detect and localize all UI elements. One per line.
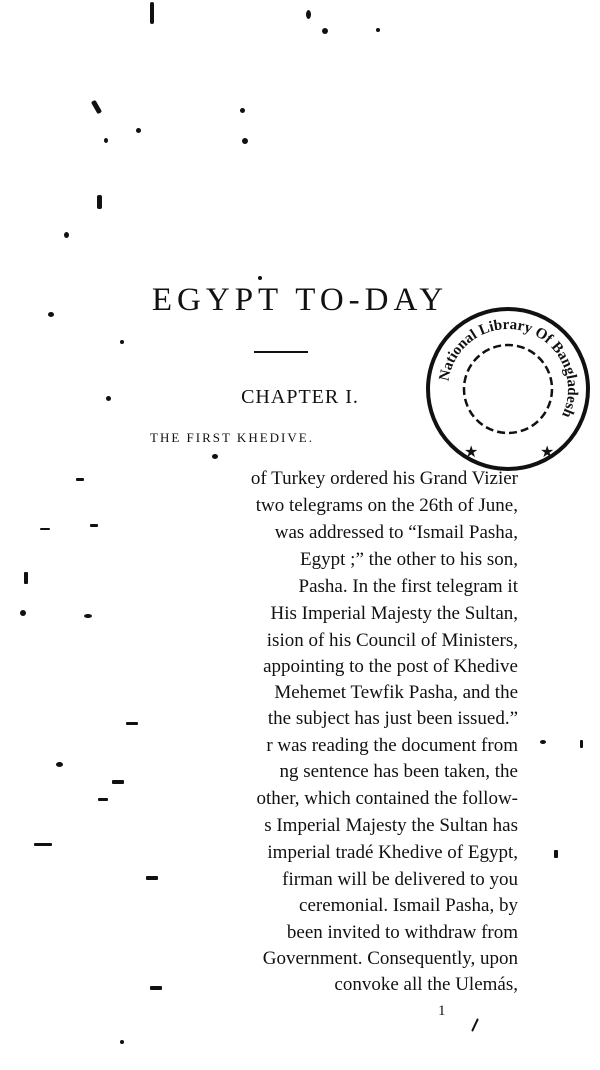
body-text-line: convoke all the Ulemás,	[334, 974, 518, 995]
body-text-line: Government. Consequently, upon	[262, 948, 518, 969]
scan-speck	[322, 28, 328, 34]
scan-speck	[540, 740, 546, 744]
scan-speck	[240, 108, 245, 113]
scan-speck	[98, 798, 108, 801]
scan-speck	[376, 28, 380, 32]
scan-speck	[20, 610, 26, 616]
scan-speck	[76, 478, 84, 481]
scan-speck	[126, 722, 138, 725]
chapter-heading: CHAPTER I.	[241, 386, 359, 408]
scan-speck	[212, 454, 218, 459]
body-text-line: His Imperial Majesty the Sultan,	[270, 603, 518, 624]
body-text-line: firman will be delivered to you	[282, 869, 518, 890]
scan-speck	[580, 740, 583, 748]
book-title: EGYPT TO-DAY	[151, 282, 449, 318]
scan-speck	[91, 100, 102, 115]
body-text-line: other, which contained the follow-	[256, 788, 518, 809]
body-text-line: imperial tradé Khedive of Egypt,	[267, 842, 518, 863]
scan-speck	[146, 876, 158, 880]
body-text-line: r was reading the document from	[266, 735, 518, 756]
star-icon: ★	[464, 442, 479, 461]
body-text-line: s Imperial Majesty the Sultan has	[264, 815, 518, 836]
scan-speck	[242, 138, 248, 144]
stamp-text: National Library Of Bangladesh	[436, 316, 581, 421]
scan-speck	[112, 780, 124, 784]
body-text-line: Mehemet Tewfik Pasha, and the	[274, 682, 518, 703]
scan-speck	[150, 986, 162, 990]
body-text-line: two telegrams on the 26th of June,	[255, 495, 518, 516]
scan-speck	[97, 195, 102, 209]
section-title: THE FIRST KHEDIVE.	[150, 430, 314, 445]
body-text-line: Egypt ;” the other to his son,	[300, 549, 518, 570]
body-text-line: Pasha. In the first telegram it	[298, 576, 518, 597]
ornament-rule	[254, 351, 308, 353]
star-icon: ★	[540, 442, 555, 461]
body-text-line: was addressed to “Ismail Pasha,	[274, 522, 518, 543]
scan-speck	[554, 850, 558, 858]
scan-speck	[40, 528, 50, 530]
body-text-line: of Turkey ordered his Grand Vizier	[250, 468, 518, 489]
scan-speck	[120, 1040, 124, 1044]
scan-speck	[150, 2, 154, 24]
scan-speck	[84, 614, 92, 618]
body-text-line: ng sentence has been taken, the	[279, 761, 518, 782]
scan-speck	[120, 340, 124, 344]
scan-speck	[471, 1018, 479, 1032]
body-text-line: been invited to withdraw from	[286, 922, 518, 943]
scan-speck	[136, 128, 141, 133]
scan-speck	[24, 572, 28, 584]
scan-speck	[104, 138, 108, 143]
scan-speck	[34, 843, 52, 846]
page-number: 1	[438, 1003, 446, 1019]
scan-speck	[64, 232, 69, 238]
scan-speck	[90, 524, 98, 527]
scan-speck	[56, 762, 63, 767]
body-text-line: the subject has just been issued.”	[267, 708, 518, 729]
body-text-line: appointing to the post of Khedive	[263, 656, 518, 677]
body-text-line: ceremonial. Ismail Pasha, by	[299, 895, 518, 916]
body-text-line: ision of his Council of Ministers,	[266, 630, 518, 651]
library-stamp	[424, 305, 592, 473]
scan-speck	[306, 10, 311, 19]
scan-speck	[258, 276, 262, 280]
